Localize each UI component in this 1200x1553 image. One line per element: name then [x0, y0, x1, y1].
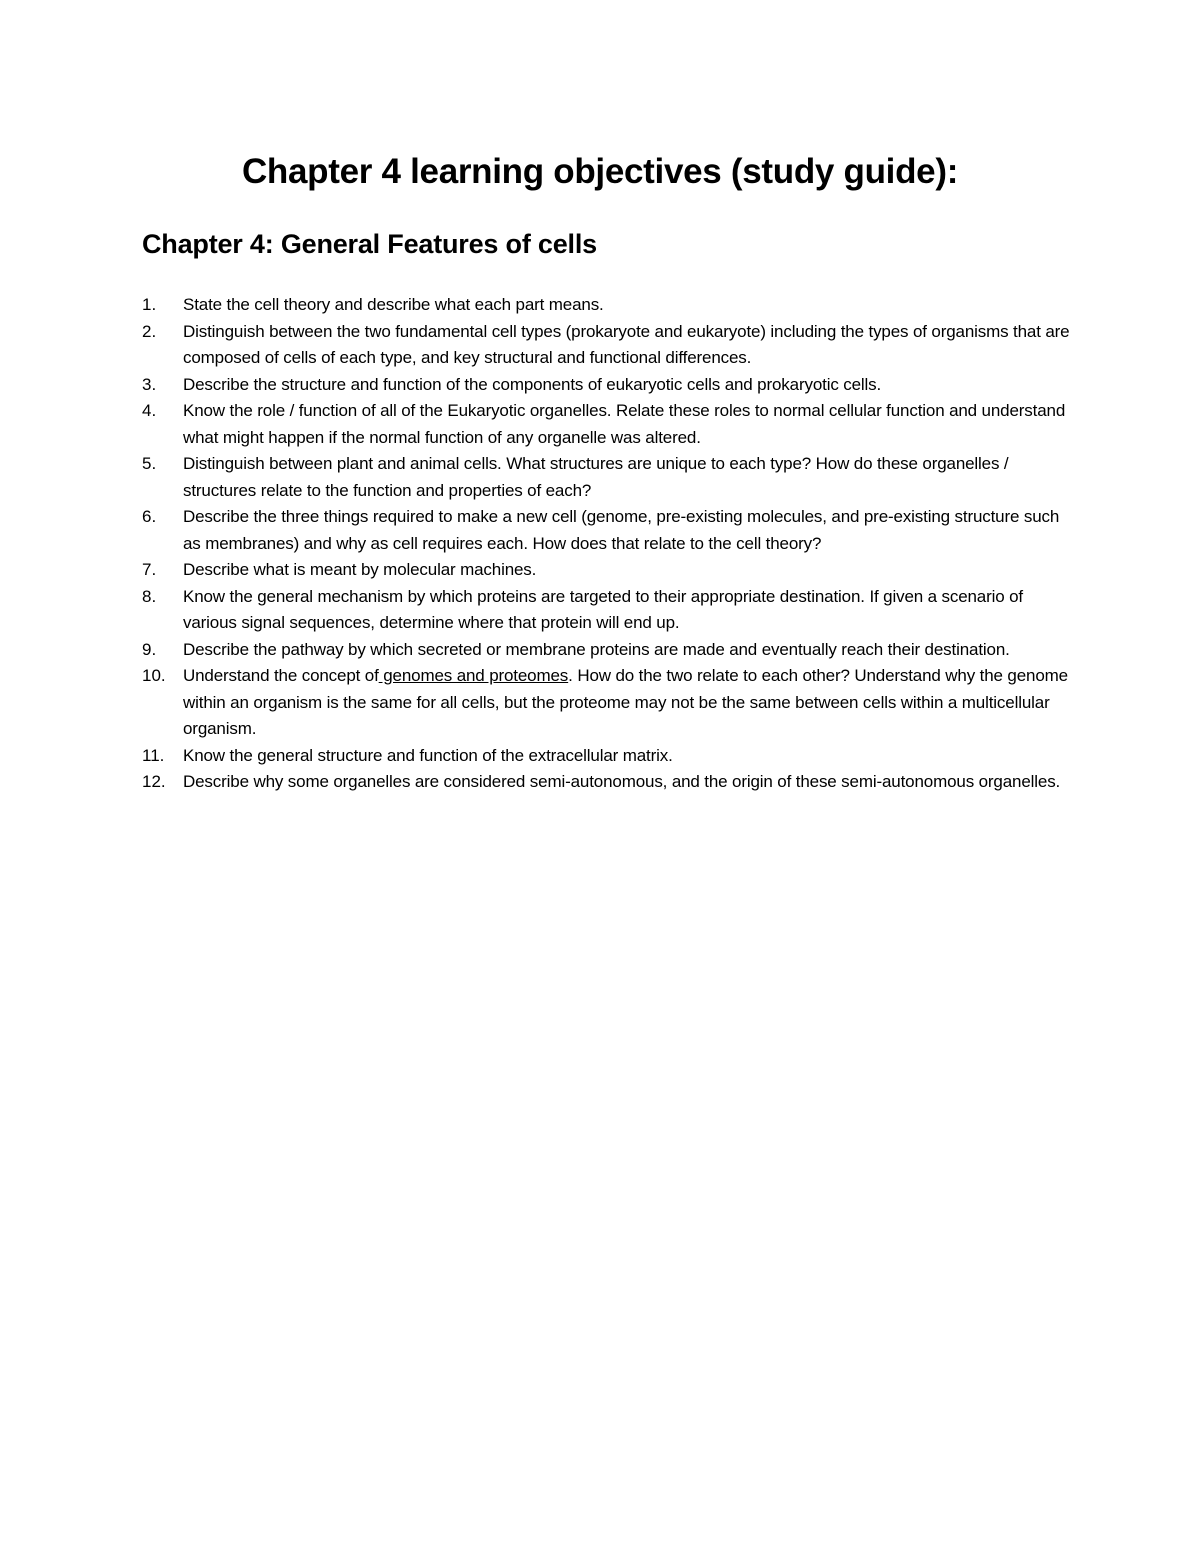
list-item	[142, 398, 1072, 451]
item-text-before: Understand the concept of	[183, 666, 379, 685]
list-item	[142, 451, 1072, 504]
item-number: 6.	[142, 507, 157, 526]
item-text: Know the general mechanism by which proteins are targeted to their appropriate destination. If given a scenario of various signal sequences, determine where that protein will end up.	[183, 586, 1024, 632]
item-number: 9.	[142, 639, 157, 659]
list-item	[142, 584, 1072, 637]
item-number: 2.	[142, 321, 157, 341]
list-item	[142, 372, 1072, 399]
list-item	[142, 743, 1072, 770]
item-text-after: . How do the two relate to each other? Understand why the genome within an organism is the same for all cells, but the proteome may not be the same between cells within a multicellular organism.	[183, 666, 1068, 738]
list-item	[142, 663, 1072, 743]
item-text: Know the role / function of all of the Eukaryotic organelles. Relate these roles to normal cellular function and understand what might happen if the normal function of any organelle was altered.	[183, 401, 1066, 447]
item-number: 4.	[142, 401, 157, 420]
item-number: 11.	[142, 745, 165, 765]
item-number: 1.	[142, 295, 157, 314]
item-number: 12.	[142, 772, 166, 791]
item-text: Know the general structure and function of the extracellular matrix.	[183, 745, 673, 765]
list-item	[142, 319, 1072, 372]
item-number: 8.	[142, 586, 157, 606]
list-item	[142, 504, 1072, 557]
item-text: Describe what is meant by molecular machines.	[183, 560, 537, 579]
item-number: 5.	[142, 454, 157, 473]
objectives-list	[142, 292, 1072, 796]
underlined-term: genomes and proteomes	[378, 666, 569, 685]
list-item	[142, 637, 1072, 664]
item-number: 3.	[142, 374, 157, 394]
item-number: 7.	[142, 560, 157, 579]
document-title: Chapter 4 learning objectives (study guide):	[241, 152, 959, 191]
section-heading: Chapter 4: General Features of cells	[142, 229, 597, 259]
list-item	[142, 769, 1072, 796]
item-text: Describe the structure and function of the components of eukaryotic cells and prokaryotic cells.	[183, 374, 882, 394]
list-item	[142, 292, 1072, 319]
item-text: State the cell theory and describe what each part means.	[183, 295, 604, 314]
item-text	[183, 663, 1072, 743]
item-text: Describe the pathway by which secreted or membrane proteins are made and eventually reach their destination.	[183, 639, 1010, 659]
item-text: Describe the three things required to make a new cell (genome, pre-existing molecules, and pre-existing structure such as membranes) and why as cell requires each. How does that relate to the cell theory?	[183, 507, 1060, 553]
item-text: Distinguish between the two fundamental cell types (prokaryote and eukaryote) including the types of organisms that are composed of cells of each type, and key structural and functional differences.	[183, 321, 1070, 367]
item-text: Describe why some organelles are considered semi-autonomous, and the origin of these semi-autonomous organelles.	[183, 772, 1061, 791]
list-item	[142, 557, 1072, 584]
item-number: 10.	[142, 666, 166, 685]
item-text: Distinguish between plant and animal cells. What structures are unique to each type? How do these organelles / structures relate to the function and properties of each?	[183, 454, 1009, 500]
